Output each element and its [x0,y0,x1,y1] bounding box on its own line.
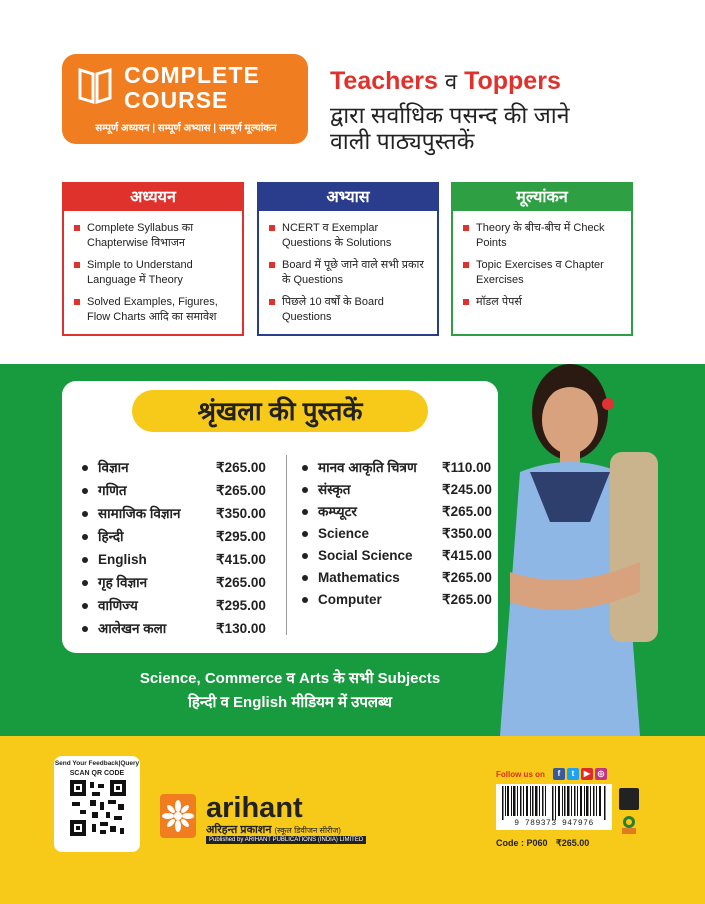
isbn-number: 9 789373 947976 [514,819,594,828]
preference-line2: वाली पाठ्यपुस्तकें [330,128,475,154]
list-item [302,566,498,588]
book-list-col2 [302,456,498,610]
card-practice-title: अभ्यास [259,184,437,211]
book-price: ₹265.00 [442,504,492,519]
bullet-icon [302,553,308,559]
bullet-icon [302,531,308,537]
twitter-icon[interactable]: t [567,768,579,780]
book-price: ₹295.00 [216,529,266,544]
book-name: आलेखन कला [98,621,167,636]
list-item [82,617,272,640]
book-name: Computer [318,592,382,607]
bullet-icon [82,534,88,540]
barcode-icon [500,786,608,820]
list-item [302,500,498,522]
book-price: ₹265.00 [216,483,266,498]
qr-code-icon[interactable] [70,780,126,836]
book-price: ₹245.00 [442,482,492,497]
youtube-icon[interactable]: ▶ [581,768,593,780]
publisher-name: arihant [206,792,303,824]
book-name: Social Science [318,548,413,563]
preference-title [330,66,561,96]
card-study-item: Simple to Understand Language में Theory [74,258,234,288]
publisher-hindi-name: अरिहन्त प्रकाशन [206,824,272,836]
bullet-icon [302,509,308,515]
badge-line2: COURSE [124,87,229,113]
arihant-logo-icon [160,794,196,838]
book-price: ₹350.00 [442,526,492,541]
book-name: विज्ञान [98,460,129,475]
list-item [82,525,272,548]
publisher-hindi-sub: (स्कूल डिवीजन सीरीज) [274,826,341,835]
book-name: कम्प्यूटर [318,504,357,519]
list-item [302,522,498,544]
book-name: गणित [98,483,127,498]
book-name: Mathematics [318,570,400,585]
card-practice [257,182,439,336]
bullet-icon [82,557,88,563]
book-name: गृह विज्ञान [98,575,148,590]
list-item [302,544,498,566]
list-item [302,588,498,610]
complete-course-badge [62,54,308,144]
list-item [302,478,498,500]
student-illustration [490,342,660,736]
card-practice-item: NCERT व Exemplar Questions के Solutions [269,221,429,251]
card-evaluation-item: मॉडल पेपर्स [463,295,623,310]
card-study-title: अध्ययन [64,184,242,211]
book-name: सामाजिक विज्ञान [98,506,181,521]
badge-tagline: सम्पूर्ण अध्ययन | सम्पूर्ण अभ्यास | सम्पूर्ण मूल्यांकन [95,123,277,134]
book-name: Science [318,526,370,541]
card-study-item: Solved Examples, Figures, Flow Charts आदि का समावेश [74,295,234,325]
book-price: ₹130.00 [216,621,266,636]
follow-us-text: Follow us on [496,770,545,779]
bullet-icon [82,465,88,471]
availability-line2: हिन्दी व English मीडियम में उपलब्ध [188,694,392,711]
list-item [82,479,272,502]
book-list-col1 [82,456,272,640]
book-name: हिन्दी [98,529,124,544]
book-code: Code : P060 [496,838,548,848]
card-evaluation-item: Topic Exercises व Chapter Exercises [463,258,623,288]
published-by: Published by ARIHANT PUBLICATIONS (INDIA) LIMITED [206,836,366,844]
card-evaluation [451,182,633,336]
publisher-hindi [206,822,341,837]
bullet-icon [82,603,88,609]
series-title: श्रृंखला की पुस्तकें [132,390,428,432]
bullet-icon [82,580,88,586]
bullet-icon [82,511,88,517]
instagram-icon[interactable]: ◎ [595,768,607,780]
list-item [82,502,272,525]
book-price: ₹265.00 [216,575,266,590]
bullet-icon [302,487,308,493]
book-price: ₹295.00 [216,598,266,613]
book-price: ₹415.00 [216,552,266,567]
book-name: मानव आकृति चित्रण [318,460,417,475]
card-evaluation-item: Theory के बीच-बीच में Check Points [463,221,623,251]
bullet-icon [82,488,88,494]
card-evaluation-title: मूल्यांकन [453,184,631,211]
column-divider [286,455,287,635]
qr-scan-text: SCAN QR CODE [69,770,125,777]
list-item [82,456,272,479]
availability-line1: Science, Commerce व Arts के सभी Subjects [139,670,441,687]
bullet-icon [82,626,88,632]
book-price: ₹265.00 [442,592,492,607]
mascot-icon [619,788,639,810]
book-price: ₹110.00 [442,460,492,475]
card-practice-item: Board में पूछे जाने वाले सभी प्रकार के Questions [269,258,429,288]
preference-line1: द्वारा सर्वाधिक पसन्द की जाने [330,102,570,128]
book-price: ₹265.00 [216,460,266,475]
qr-feedback-text: Send Your Feedback|Query [54,760,140,767]
badge-line1: COMPLETE [124,62,260,88]
list-item [82,594,272,617]
open-book-icon [78,66,112,106]
bullet-icon [302,465,308,471]
book-name: English [98,552,147,567]
facebook-icon[interactable]: f [553,768,565,780]
book-name: वाणिज्य [98,598,138,613]
card-study-item: Complete Syllabus का Chapterwise विभाजन [74,221,234,251]
list-item [302,456,498,478]
list-item [82,548,272,571]
teachers-text: Teachers [330,67,438,95]
bullet-icon [302,575,308,581]
va-text: व [444,69,458,94]
emblem-icon [620,814,638,836]
book-price-total: ₹265.00 [556,838,590,848]
book-price: ₹415.00 [442,548,492,563]
card-study [62,182,244,336]
book-name: संस्कृत [318,482,351,497]
bullet-icon [302,597,308,603]
list-item [82,571,272,594]
book-price: ₹265.00 [442,570,492,585]
toppers-text: Toppers [464,67,561,95]
book-price: ₹350.00 [216,506,266,521]
card-practice-item: पिछले 10 वर्षों के Board Questions [269,295,429,325]
